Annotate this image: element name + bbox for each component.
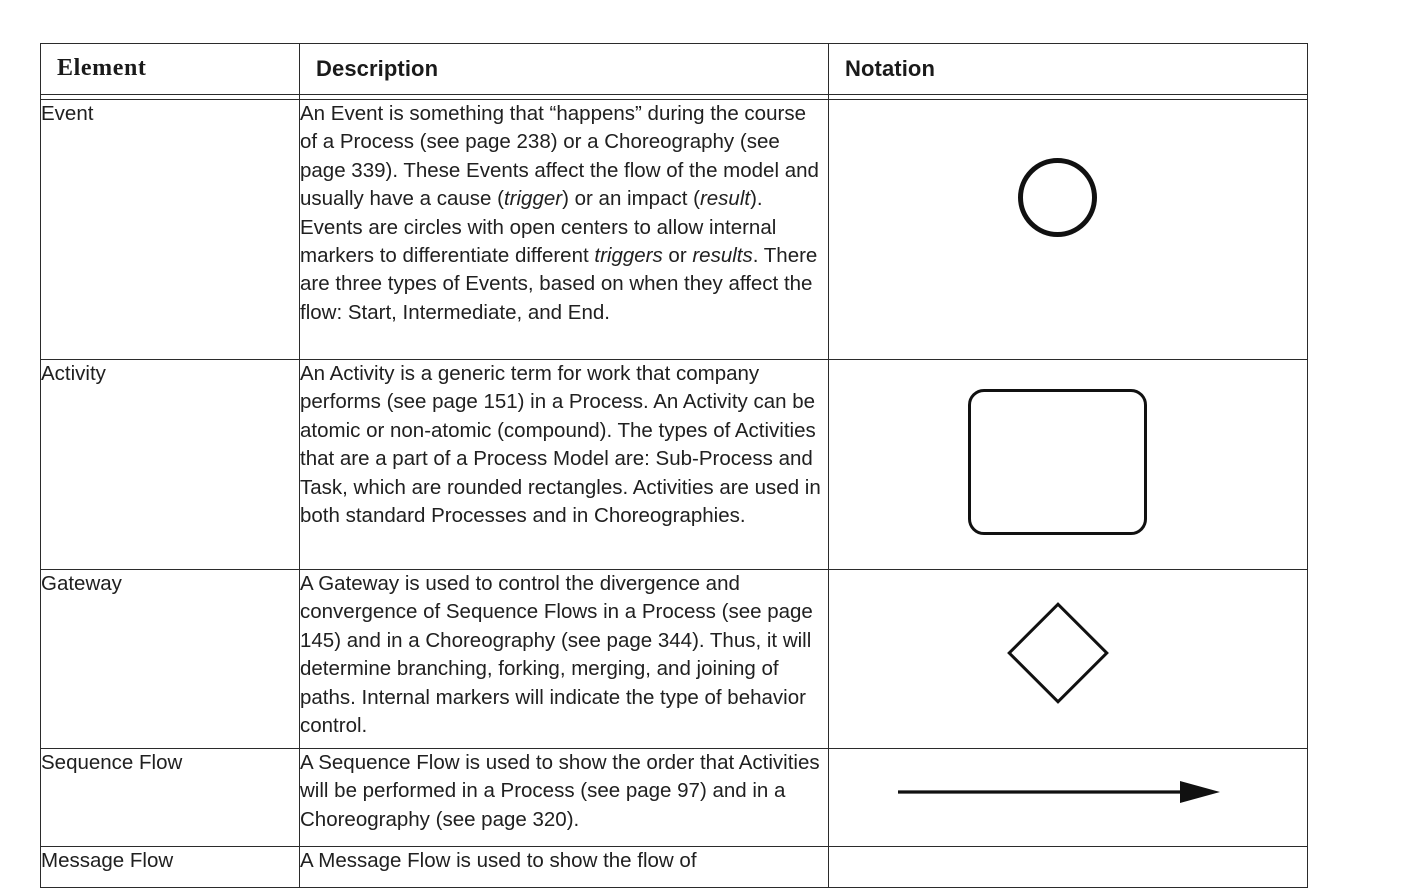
cell-element-name: Event — [41, 100, 300, 360]
notation-canvas-event — [829, 100, 1307, 359]
circle-open-center-icon — [1018, 158, 1097, 237]
cell-element-description: An Activity is a generic term for work that company performs (see page 151) in a Process. An Activity can be atomic or non-atomic (compound). The types of Activities that are a part of a Process Model are: Sub-Process and Task, which are rounded rectangles. Activities are used in both standard Processes and in Choreographies. — [300, 360, 829, 570]
notation-canvas-message-flow — [829, 847, 1307, 887]
table-row — [41, 749, 1308, 847]
column-header-element-label: Element — [57, 55, 147, 81]
notation-canvas-sequence-flow — [829, 749, 1307, 846]
table-body — [41, 100, 1308, 888]
table-row — [41, 360, 1308, 570]
column-header-notation-label: Notation — [845, 56, 936, 81]
cell-element-description: A Message Flow is used to show the flow of — [300, 847, 829, 888]
diamond-shape — [1007, 602, 1109, 704]
rounded-rectangle-icon — [968, 389, 1147, 535]
column-header-notation — [829, 44, 1308, 95]
cell-element-notation — [829, 847, 1308, 888]
bpmn-element-notation-table — [40, 43, 1308, 888]
cell-element-description: A Gateway is used to control the divergence and convergence of Sequence Flows in a Process (see page 145) and in a Choreography (see page 344). Thus, it will determine branching, forking, merging, and joining of paths. Internal markers will indicate the type of behavior control. — [300, 570, 829, 749]
notation-canvas-activity — [829, 360, 1307, 569]
table-header — [41, 44, 1308, 100]
cell-element-description: An Event is something that “happens” during the course of a Process (see page 238) or a Choreography (see page 339). These Events affect the flow of the model and usually have a cause (trigger) or an impact (result). Events are circles with open centers to allow internal markers to differentiate different triggers or results. There are three types of Events, based on when they affect the flow: Start, Intermediate, and End. — [300, 100, 829, 360]
table-header-row — [41, 44, 1308, 95]
notation-canvas-gateway — [829, 570, 1307, 748]
cell-element-notation — [829, 360, 1308, 570]
column-header-description-label: Description — [316, 56, 439, 81]
column-header-element — [41, 44, 300, 95]
table-row — [41, 100, 1308, 360]
diamond-icon — [1007, 602, 1109, 704]
column-header-description — [300, 44, 829, 95]
solid-arrow-right-icon — [898, 779, 1220, 805]
cell-element-notation — [829, 749, 1308, 847]
cell-element-notation — [829, 100, 1308, 360]
cell-element-description: A Sequence Flow is used to show the order that Activities will be performed in a Process (see page 97) and in a Choreography (see page 320). — [300, 749, 829, 847]
table-row — [41, 847, 1308, 888]
cell-element-name: Gateway — [41, 570, 300, 749]
cell-element-notation — [829, 570, 1308, 749]
cell-element-name: Message Flow — [41, 847, 300, 888]
cell-element-name: Sequence Flow — [41, 749, 300, 847]
table-row — [41, 570, 1308, 749]
cell-element-name: Activity — [41, 360, 300, 570]
